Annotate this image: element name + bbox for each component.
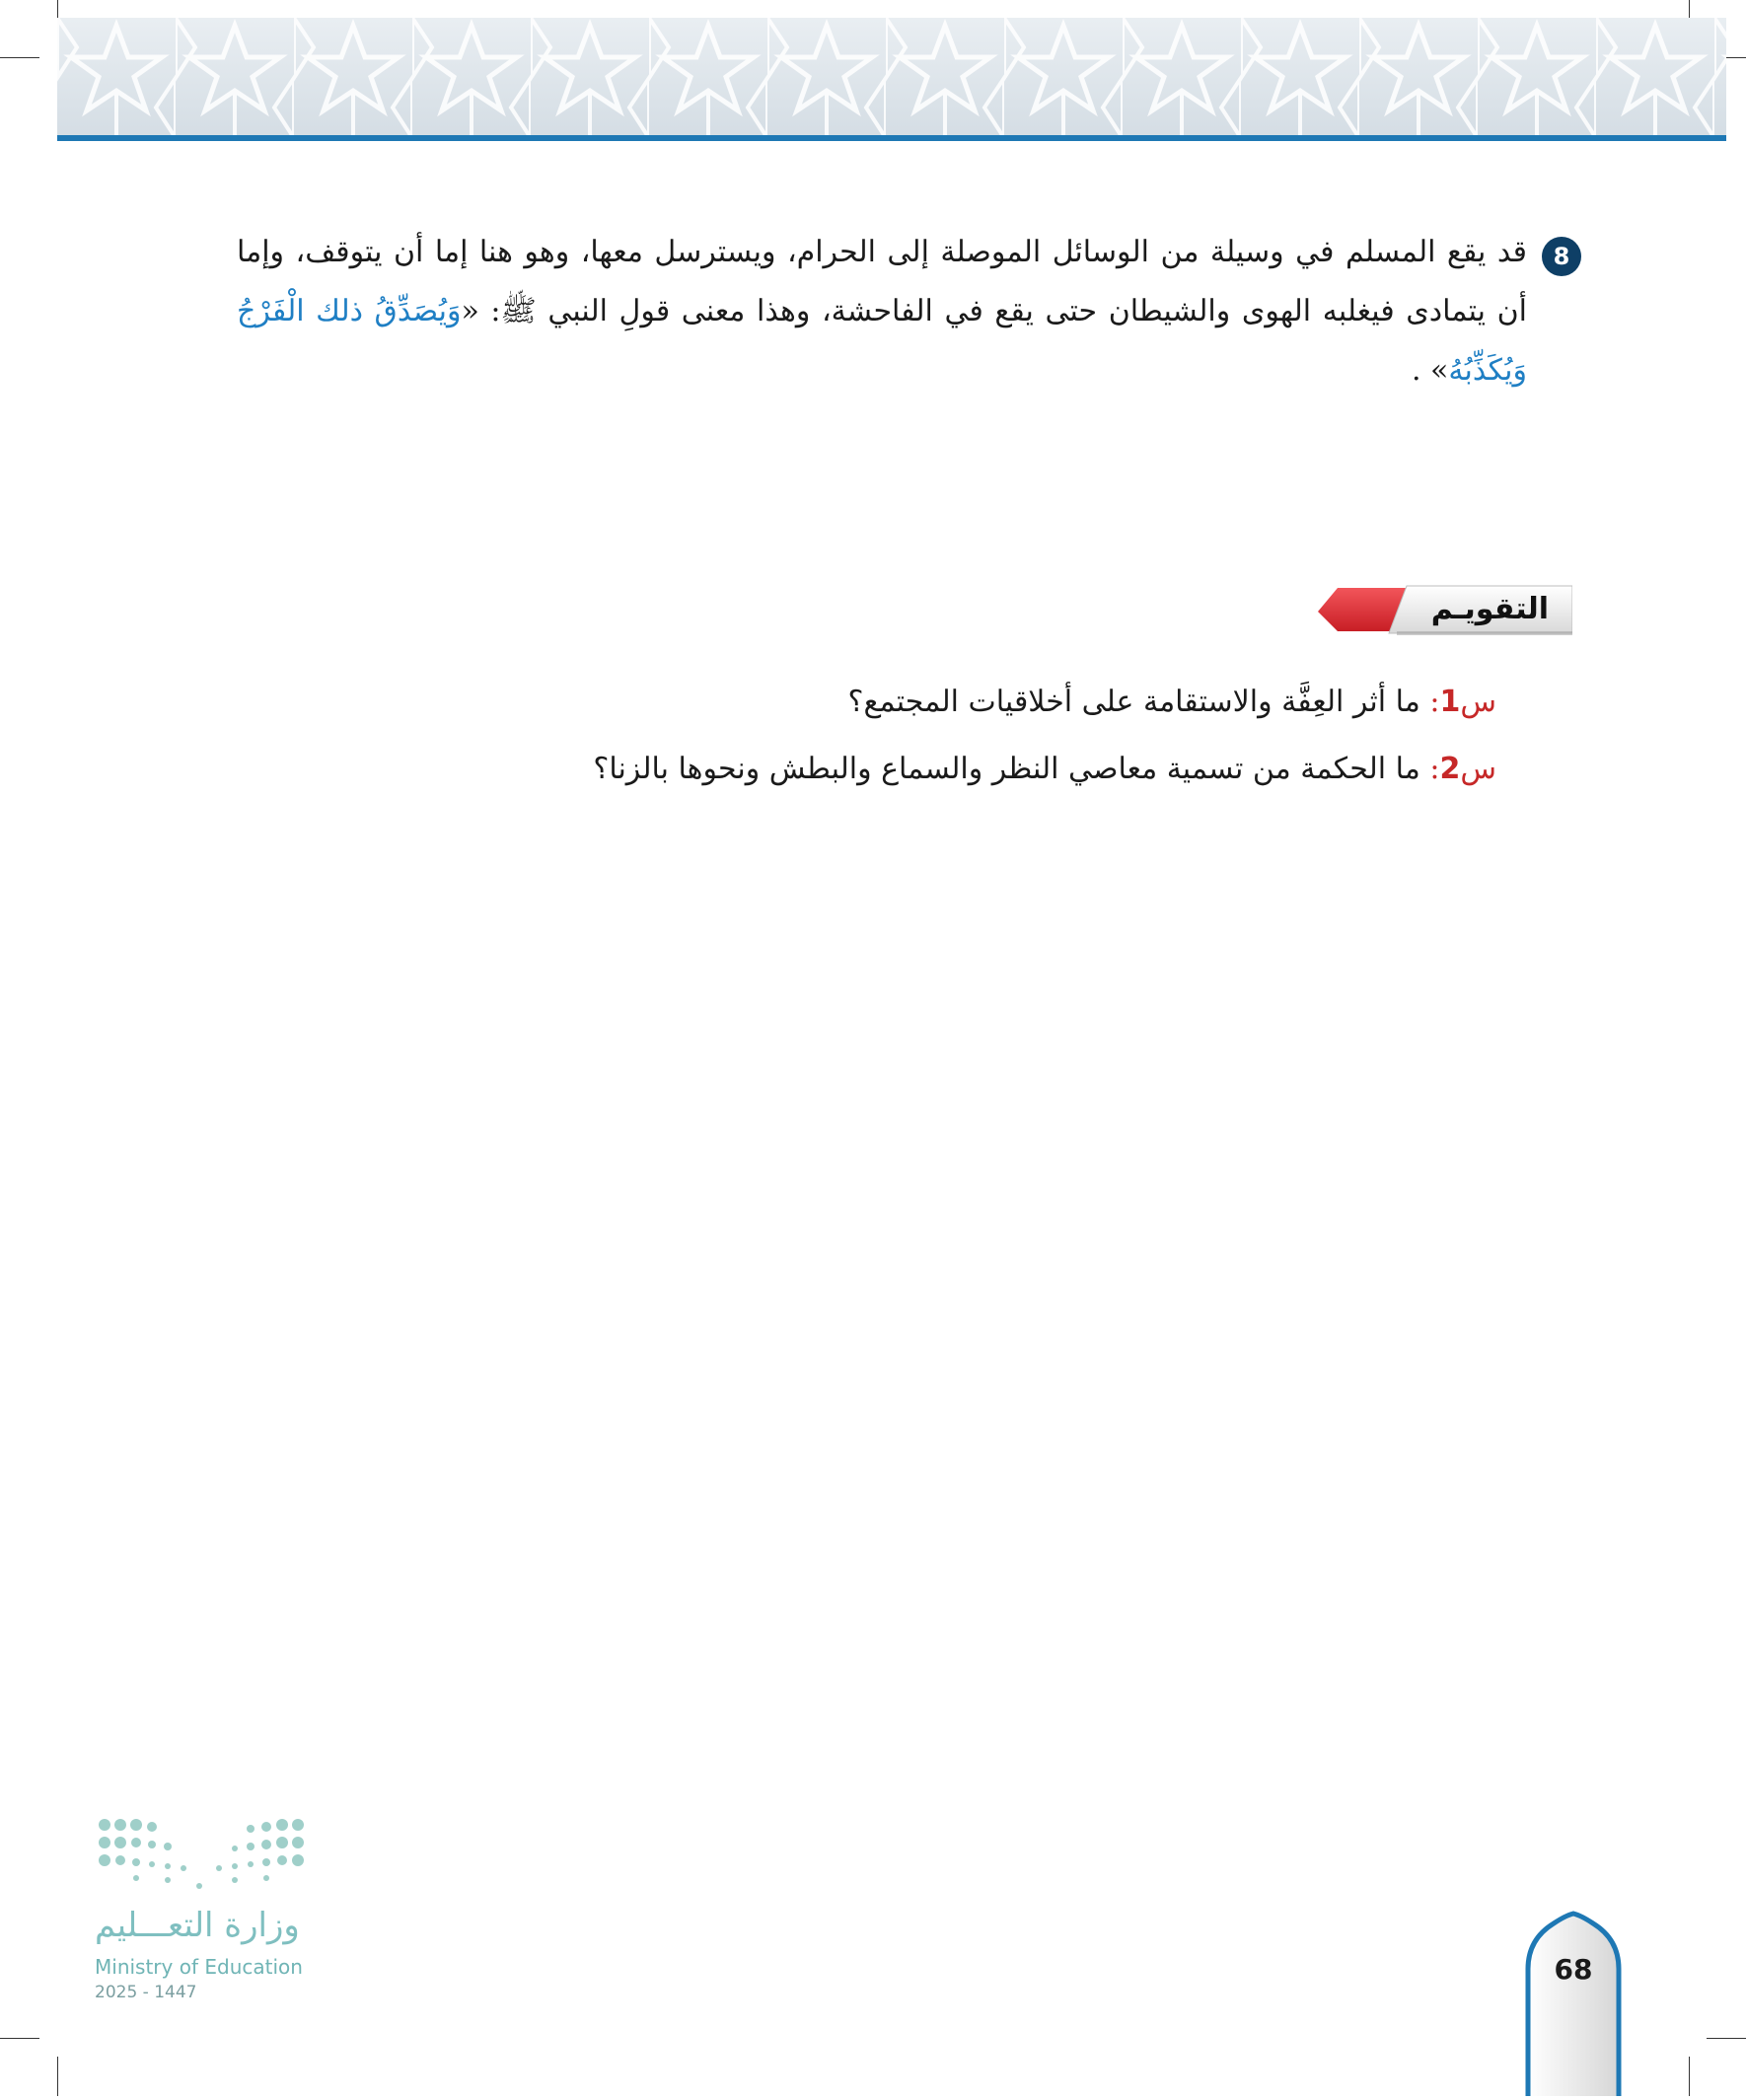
crop-mark-bottom-right-v [1689,2057,1690,2096]
crop-mark-bottom-left-h [0,2038,39,2039]
point-text-body: قد يقع المسلم في وسيلة من الوسائل الموصلة إلى الحرام، ويسترسل معها، وهو هنا إما أن يتوقف، وإما أن يتمادى فيغلبه الهوى والشيطان حتى يقع في الفاحشة، وهذا معنى قولِ النبي ﷺ: « [237,235,1527,328]
question-2-text: ما الحكمة من تسمية معاصي النظر والسماع والبطش ونحوها بالزنا؟ [593,752,1430,786]
crop-mark-bottom-right-h [1707,2038,1746,2039]
ministry-logo-dots [95,1815,312,1894]
question-2 [593,750,1496,789]
question-1-text: ما أثر العِفَّة والاستقامة على أخلاقيات المجتمع؟ [847,685,1430,719]
ministry-name-english: Ministry of Education [95,1955,303,1979]
question-1-colon: : [1429,685,1440,719]
point-text [237,223,1527,400]
header-divider [57,135,1726,141]
crop-mark-bottom-left-v [57,2057,58,2096]
page-number-tab [1524,1910,1623,2096]
question-2-label: س [1460,752,1496,786]
evaluation-tag [1308,582,1572,637]
ministry-name-arabic: وزارة التعـــليم [95,1906,300,1945]
evaluation-title: التقويـم [1430,592,1549,626]
hadith-quote: وَيُصَدِّقُ ذلك الْفَرْجُ وَيُكَذِّبُهُ [237,294,1527,388]
point-8-block [237,223,1578,400]
edition-year: 2025 - 1447 [95,1983,197,2002]
question-2-colon: : [1429,752,1440,786]
question-1-label: س [1460,685,1496,719]
question-1-number: 1 [1439,685,1461,719]
question-2-number: 2 [1439,752,1461,786]
crop-mark-top-left-h [0,57,39,58]
point-text-end: » . [1411,353,1449,388]
page-number: 68 [1554,1953,1593,1986]
header-pattern-band [57,18,1726,138]
point-number-badge: 8 [1542,237,1581,276]
question-1 [848,683,1496,722]
